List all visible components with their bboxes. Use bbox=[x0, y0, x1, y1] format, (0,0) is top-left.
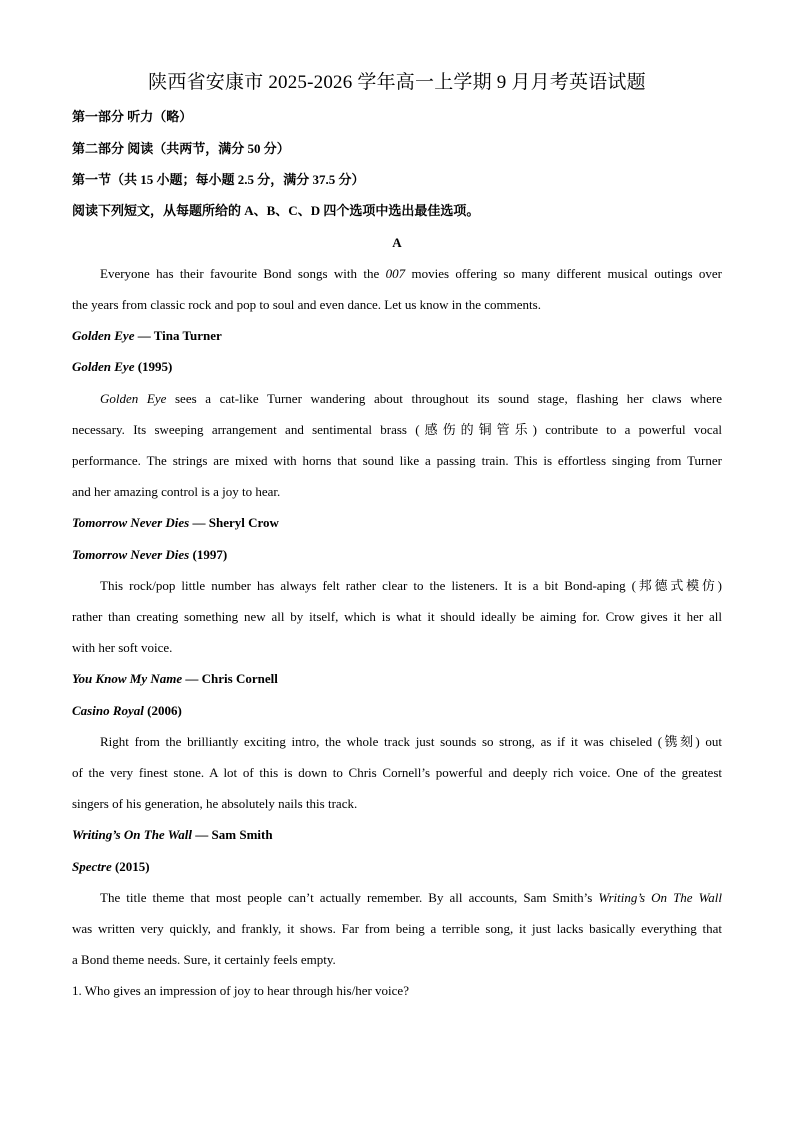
song-heading: Tomorrow Never Dies — Sheryl Crow bbox=[72, 515, 279, 530]
paragraph-line: and her amazing control is a joy to hear. bbox=[72, 484, 281, 499]
part1-heading: 第一部分 听力（略） bbox=[72, 109, 193, 124]
paragraph-line: necessary. Its sweeping arrangement and sentimental brass (感伤的铜管乐) contribute to a powerful vocal bbox=[72, 422, 722, 437]
question-1: 1. Who gives an impression of joy to hear through his/her voice? bbox=[72, 983, 409, 998]
section1-heading: 第一节（共 15 小题；每小题 2.5 分，满分 37.5 分） bbox=[72, 172, 365, 187]
paragraph-line: performance. The strings are mixed with horns that sound like a passing train. This is effortless singing from Turner bbox=[72, 453, 722, 468]
paragraph-line: a Bond theme needs. Sure, it certainly feels empty. bbox=[72, 952, 336, 967]
film-heading: Golden Eye (1995) bbox=[72, 359, 173, 374]
page-title: 陕西省安康市 2025-2026 学年高一上学期 9 月月考英语试题 bbox=[148, 72, 646, 93]
paragraph-line: Right from the brilliantly exciting intro, the whole track just sounds so strong, as if it was chiseled (镌刻) out bbox=[100, 734, 722, 749]
paragraph-line: of the very finest stone. A lot of this is down to Chris Cornell’s powerful and deeply rich voice. One of the greatest bbox=[72, 765, 722, 780]
paragraph-line: The title theme that most people can’t actually remember. By all accounts, Sam Smith’s Writing’s On The Wall bbox=[100, 890, 722, 905]
passage-label: A bbox=[392, 235, 402, 250]
paragraph-line: rather than creating something new all by itself, which is what it should ideally be aiming for. Crow gives it her all bbox=[72, 609, 722, 624]
paragraph-line: This rock/pop little number has always felt rather clear to the listeners. It is a bit Bond-aping (邦德式模仿) bbox=[100, 578, 722, 593]
intro-line-2: the years from classic rock and pop to soul and even dance. Let us know in the comments. bbox=[72, 297, 541, 312]
song-heading: Writing’s On The Wall — Sam Smith bbox=[72, 827, 273, 842]
instructions: 阅读下列短文，从每题所给的 A、B、C、D 四个选项中选出最佳选项。 bbox=[72, 203, 480, 218]
intro-line-1: Everyone has their favourite Bond songs with the 007 movies offering so many different musical outings over bbox=[100, 266, 722, 281]
paragraph-line: was written very quickly, and frankly, it shows. Far from being a terrible song, it just lacks basically everything that bbox=[72, 921, 722, 936]
paragraph-line: Golden Eye sees a cat-like Turner wandering about throughout its sound stage, flashing her claws where bbox=[100, 391, 722, 406]
film-heading: Casino Royal (2006) bbox=[72, 703, 182, 718]
film-heading: Spectre (2015) bbox=[72, 859, 150, 874]
film-heading: Tomorrow Never Dies (1997) bbox=[72, 547, 228, 562]
paragraph-line: singers of his generation, he absolutely nails this track. bbox=[72, 796, 358, 811]
song-heading: Golden Eye — Tina Turner bbox=[72, 328, 222, 343]
part2-heading: 第二部分 阅读（共两节，满分 50 分） bbox=[72, 141, 290, 156]
paragraph-line: with her soft voice. bbox=[72, 640, 173, 655]
song-heading: You Know My Name — Chris Cornell bbox=[72, 671, 278, 686]
